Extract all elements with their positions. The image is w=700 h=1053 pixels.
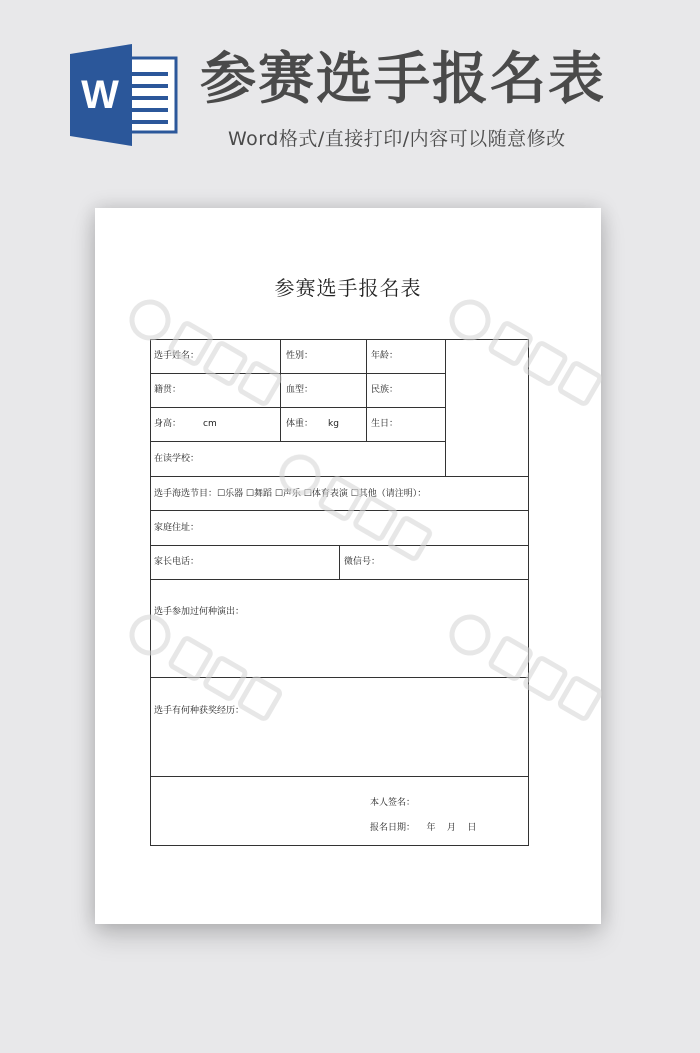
- field-audition-program-label: 选手海选节目：☐乐器 ☐舞蹈 ☐声乐 ☐体育表演 ☐其他（请注明）：: [154, 489, 427, 499]
- field-blood-type-label: 血型：: [286, 385, 314, 395]
- document-page: [95, 208, 601, 924]
- field-weight-label: 体重：: [286, 419, 314, 429]
- document-title: 参赛选手报名表: [274, 276, 422, 300]
- field-school-label: 在读学校：: [154, 454, 200, 464]
- banner-subtitle: Word格式/直接打印/内容可以随意修改: [228, 128, 566, 150]
- word-logo-icon: [70, 44, 180, 146]
- word-logo-letter: W: [81, 73, 119, 117]
- field-parent-phone-label: 家长电话：: [154, 557, 200, 567]
- field-name-label: 选手姓名：: [154, 351, 200, 361]
- signup-date-label: 报名日期： 年 月 日: [370, 823, 477, 833]
- field-awards-label: 选手有何种获奖经历：: [154, 706, 245, 716]
- field-height-unit: cm: [203, 419, 217, 429]
- field-address-label: 家庭住址：: [154, 523, 200, 533]
- field-wechat-label: 微信号：: [344, 557, 381, 567]
- field-weight-unit: kg: [328, 419, 339, 429]
- field-ethnicity-label: 民族：: [371, 385, 399, 395]
- field-age-label: 年龄：: [371, 351, 399, 361]
- signature-label: 本人签名：: [370, 798, 416, 808]
- field-performances-label: 选手参加过何种演出：: [154, 607, 245, 617]
- field-native-place-label: 籍贯：: [154, 385, 182, 395]
- field-height-label: 身高：: [154, 419, 182, 429]
- field-birthday-label: 生日：: [371, 419, 399, 429]
- banner-title: 参赛选手报名表: [200, 47, 606, 112]
- field-gender-label: 性别：: [286, 351, 314, 361]
